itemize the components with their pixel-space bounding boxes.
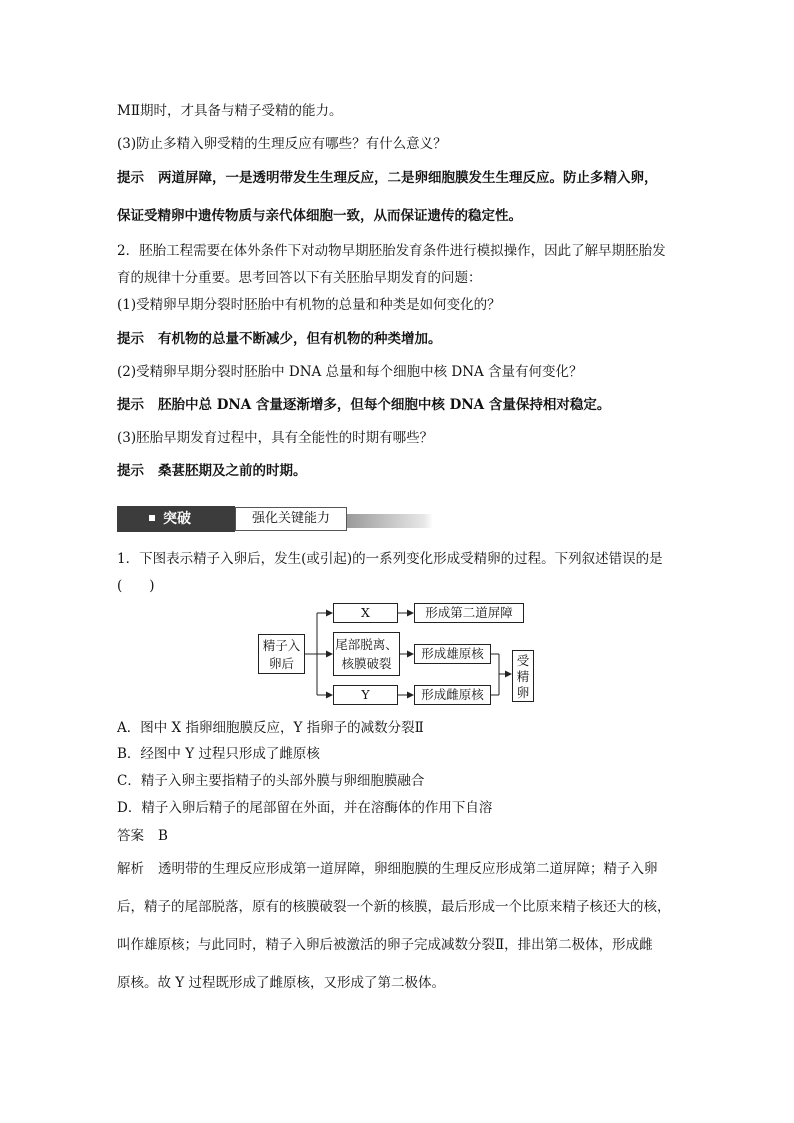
hint-label: 提示 (117, 463, 144, 479)
hint-line (117, 461, 687, 481)
hint-text: 有机物的总量不断减少，但有机物的种类增加。 (158, 331, 442, 347)
hint-label: 提示 (117, 331, 144, 347)
end-box: 受精卵 (512, 650, 534, 702)
x-box: X (333, 603, 398, 623)
square-bullet-icon (149, 515, 155, 521)
answer-value: B (158, 828, 168, 844)
question-line: (3)防止多精入卵受精的生理反应有哪些？有什么意义？ (117, 136, 447, 152)
hint-text: 两道屏障，一是透明带发生生理反应，二是卵细胞膜发生生理反应。防止多精入卵， (158, 170, 658, 186)
question-line: (2)受精卵早期分裂时胚胎中 DNA 总量和每个细胞中核 DNA 含量有何变化？ (117, 364, 583, 380)
section-title: 突破 (163, 511, 191, 527)
question-line: 2．胚胎工程需要在体外条件下对动物早期胚胎发育条件进行模拟操作，因此了解早期胚胎发 (117, 243, 666, 259)
analysis-line: 后，精子的尾部脱落，原有的核膜破裂一个新的核膜，最后形成一个比原来精子核还大的核， (117, 899, 671, 915)
option-d: D．精子入卵后精子的尾部留在外面，并在溶酶体的作用下自溶 (117, 800, 493, 816)
hint-text: 桑葚胚期及之前的时期。 (158, 463, 307, 479)
hint-line (117, 395, 687, 415)
answer-line (117, 826, 687, 846)
question-line: 育的规律十分重要。思考回答以下有关胚胎早期发育的问题： (117, 270, 482, 286)
analysis-text: 透明带的生理反应形成第一道屏障，卵细胞膜的生理反应形成第二道屏障；精子入卵 (158, 861, 658, 877)
output-box-bottom: 形成雌原核 (414, 685, 491, 705)
section-header (117, 506, 433, 532)
question-bracket: ( ) (117, 578, 155, 594)
process-diagram (255, 598, 545, 710)
question-line: (3)胚胎早期发育过程中，具有全能性的时期有哪些？ (117, 430, 434, 446)
question-line: (1)受精卵早期分裂时胚胎中有机物的总量和种类是如何变化的？ (117, 297, 501, 313)
answer-label: 答案 (117, 828, 144, 844)
output-box-top: 形成第二道屏障 (414, 603, 524, 623)
middle-box-line: 尾部脱离、 (335, 637, 398, 652)
hint-continuation: 保证受精卵中遗传物质与亲代体细胞一致，从而保证遗传的稳定性。 (117, 208, 522, 224)
option-b: B．经图中 Y 过程只形成了雌原核 (117, 746, 320, 762)
section-title-bar (117, 506, 235, 532)
option-c: C．精子入卵主要指精子的头部外膜与卵细胞膜融合 (117, 773, 425, 789)
analysis-label: 解析 (117, 861, 144, 877)
start-box-line: 精子入 (262, 638, 301, 653)
option-a: A．图中 X 指卵细胞膜反应，Y 指卵子的减数分裂Ⅱ (117, 720, 424, 736)
hint-text: 胚胎中总 DNA 含量逐渐增多，但每个细胞中核 DNA 含量保持相对稳定。 (158, 397, 611, 413)
output-box-middle: 形成雄原核 (414, 644, 491, 664)
middle-box (333, 632, 400, 676)
section-decorative-bar (347, 514, 433, 528)
hint-label: 提示 (117, 170, 144, 186)
hint-line (117, 168, 687, 188)
y-box: Y (333, 685, 398, 705)
start-box (258, 634, 305, 674)
start-box-line: 卵后 (268, 656, 294, 671)
analysis-line: 原核。故 Y 过程既形成了雌原核，又形成了第二极体。 (117, 975, 445, 991)
hint-label: 提示 (117, 397, 144, 413)
text-line: MⅡ期时，才具备与精子受精的能力。 (117, 103, 343, 119)
middle-box-line: 核膜破裂 (341, 656, 392, 671)
question-stem: 1．下图表示精子入卵后，发生(或引起)的一系列变化形成受精卵的过程。下列叙述错误的是 (117, 551, 663, 567)
hint-line (117, 329, 687, 349)
analysis-line: 叫作雄原核；与此同时，精子入卵后被激活的卵子完成减数分裂Ⅱ，排出第二极体，形成雌 (117, 937, 653, 953)
section-subtitle: 强化关键能力 (235, 507, 347, 531)
analysis-line (117, 859, 687, 879)
